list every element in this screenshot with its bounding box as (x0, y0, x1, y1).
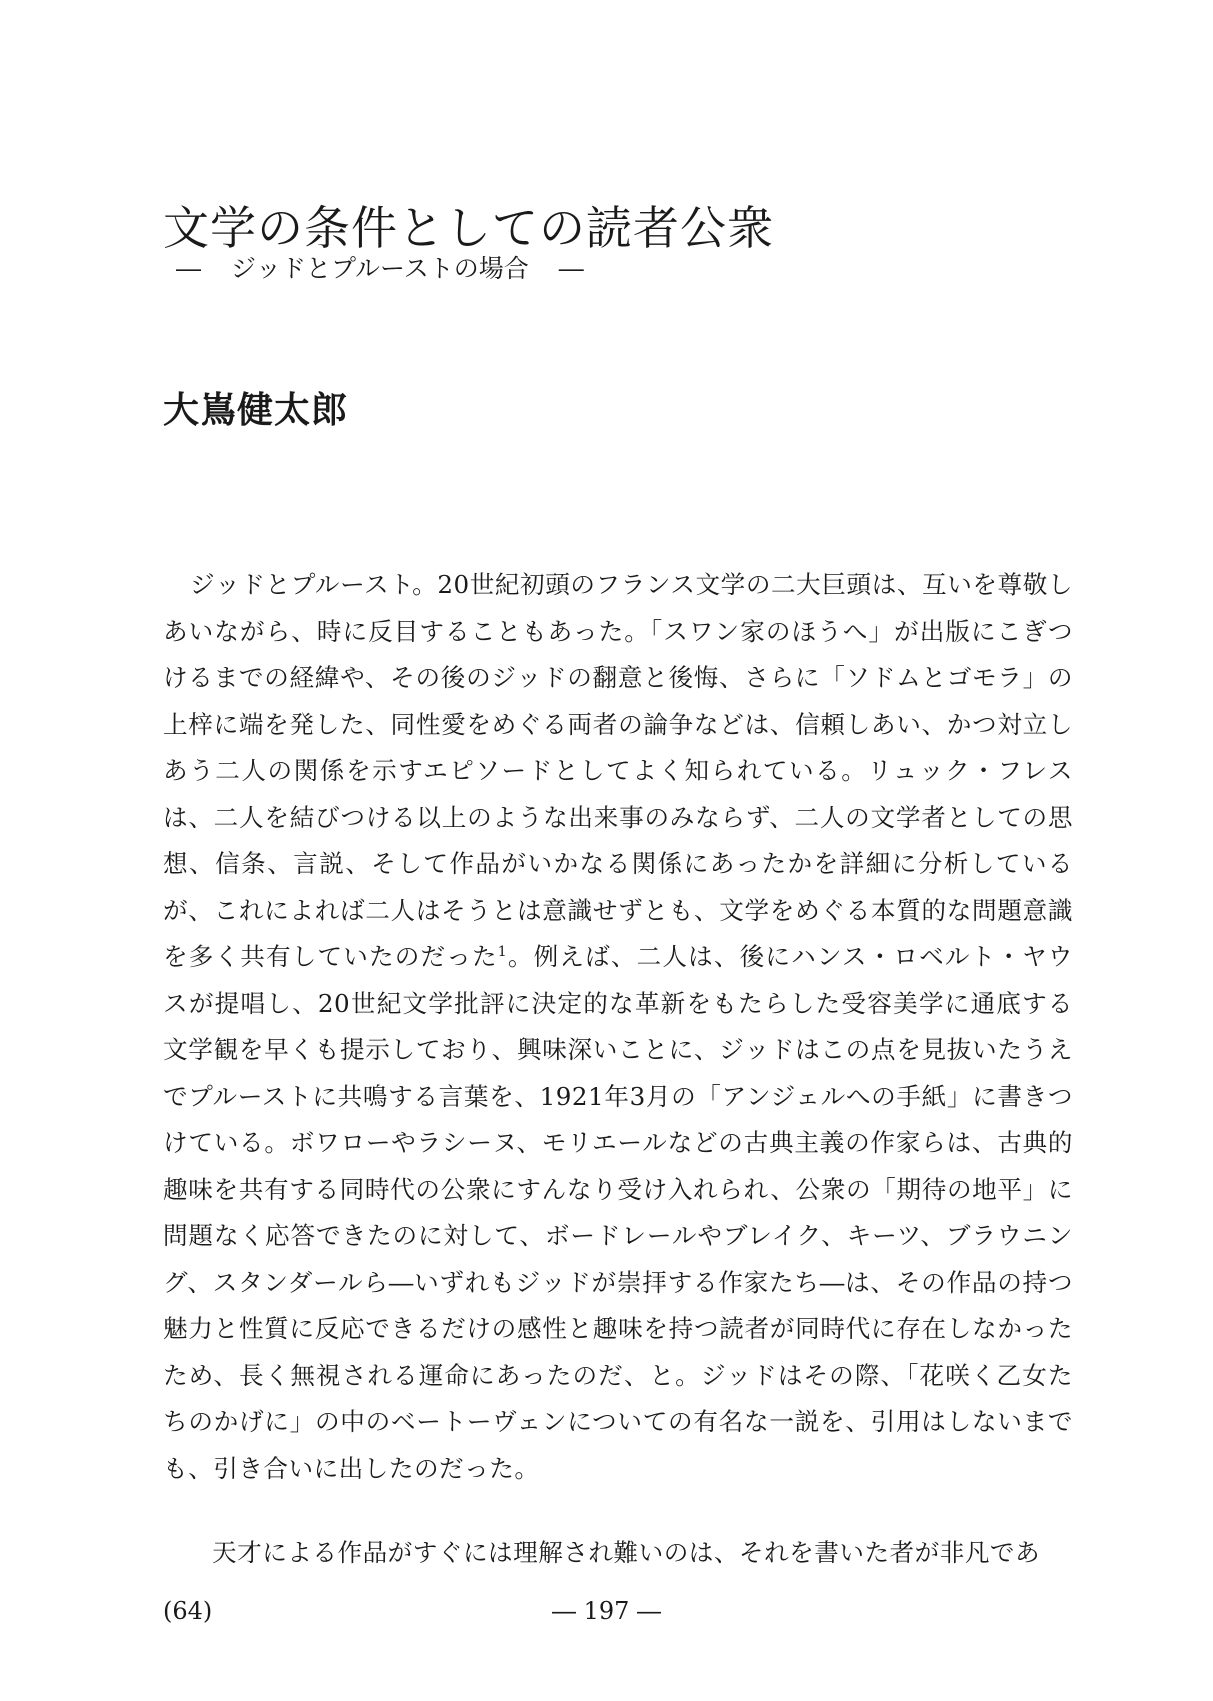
subtitle-dash-left: ― (176, 254, 201, 283)
article-title: 文学の条件としての読者公衆 (163, 201, 774, 255)
body-paragraph-part1: ジッドとプルースト。20世紀初頭のフランス文学の二大巨頭は、互いを尊敬しあいながら、時に反目することもあった。「スワン家のほうへ」が出版にこぎつけるまでの経緯や、その後のジッドの翻意と後悔、さらに「ソドムとゴモラ」の上梓に端を発した、同性愛をめぐる両者の論争などは、信頼しあい、かつ対立しあう二人の関係を示すエピソードとしてよく知られている。リュック・フレスは、二人を結びつける以上のような出来事のみならず、二人の文学者としての思想、信条、言説、そして作品がいかなる関係にあったかを詳細に分析しているが、これによれば二人はそうとは意識せずとも、文学をめぐる本質的な問題意識を多く共有していたのだった (163, 570, 1073, 971)
footer-page-ref: (64) (163, 1597, 213, 1625)
block-quote-start: 天才による作品がすぐには理解され難いのは、それを書いた者が非凡であ (212, 1538, 1041, 1567)
footnote-ref[interactable]: 1 (497, 943, 508, 960)
footer-page-number: ― 197 ― (551, 1597, 662, 1625)
body-paragraph-part2: 。例えば、二人は、後にハンス・ロベルト・ヤウスが提唱し、20世紀文学批評に決定的な革新をもたらした受容美学に通底する文学観を早くも提示しており、興味深いことに、ジッドはこの点を見抜いたうえでプルーストに共鳴する言葉を、1921年3月の「アンジェルへの手紙」に書きつけている。ボワローやラシーヌ、モリエールなどの古典主義の作家らは、古典的趣味を共有する同時代の公衆にすんなり受け入れられ、公衆の「期待の地平」に問題なく応答できたのに対して、ボードレールやブレイク、キーツ、ブラウニング、スタンダールら―いずれもジッドが崇拝する作家たち―は、その作品の持つ魅力と性質に反応できるだけの感性と趣味を持つ読者が同時代に存在しなかったため、長く無視される運命にあったのだ、と。ジッドはその際、「花咲く乙女たちのかげに」の中のベートーヴェンについての有名な一説を、引用はしないまでも、引き合いに出したのだった。 (163, 942, 1073, 1483)
author-name: 大嶌健太郎 (163, 389, 349, 431)
subtitle-text: ジッドとプルーストの場合 (231, 254, 529, 283)
article-subtitle (176, 252, 976, 286)
body-paragraph (163, 562, 1073, 1492)
subtitle-dash-right: ― (558, 254, 584, 283)
